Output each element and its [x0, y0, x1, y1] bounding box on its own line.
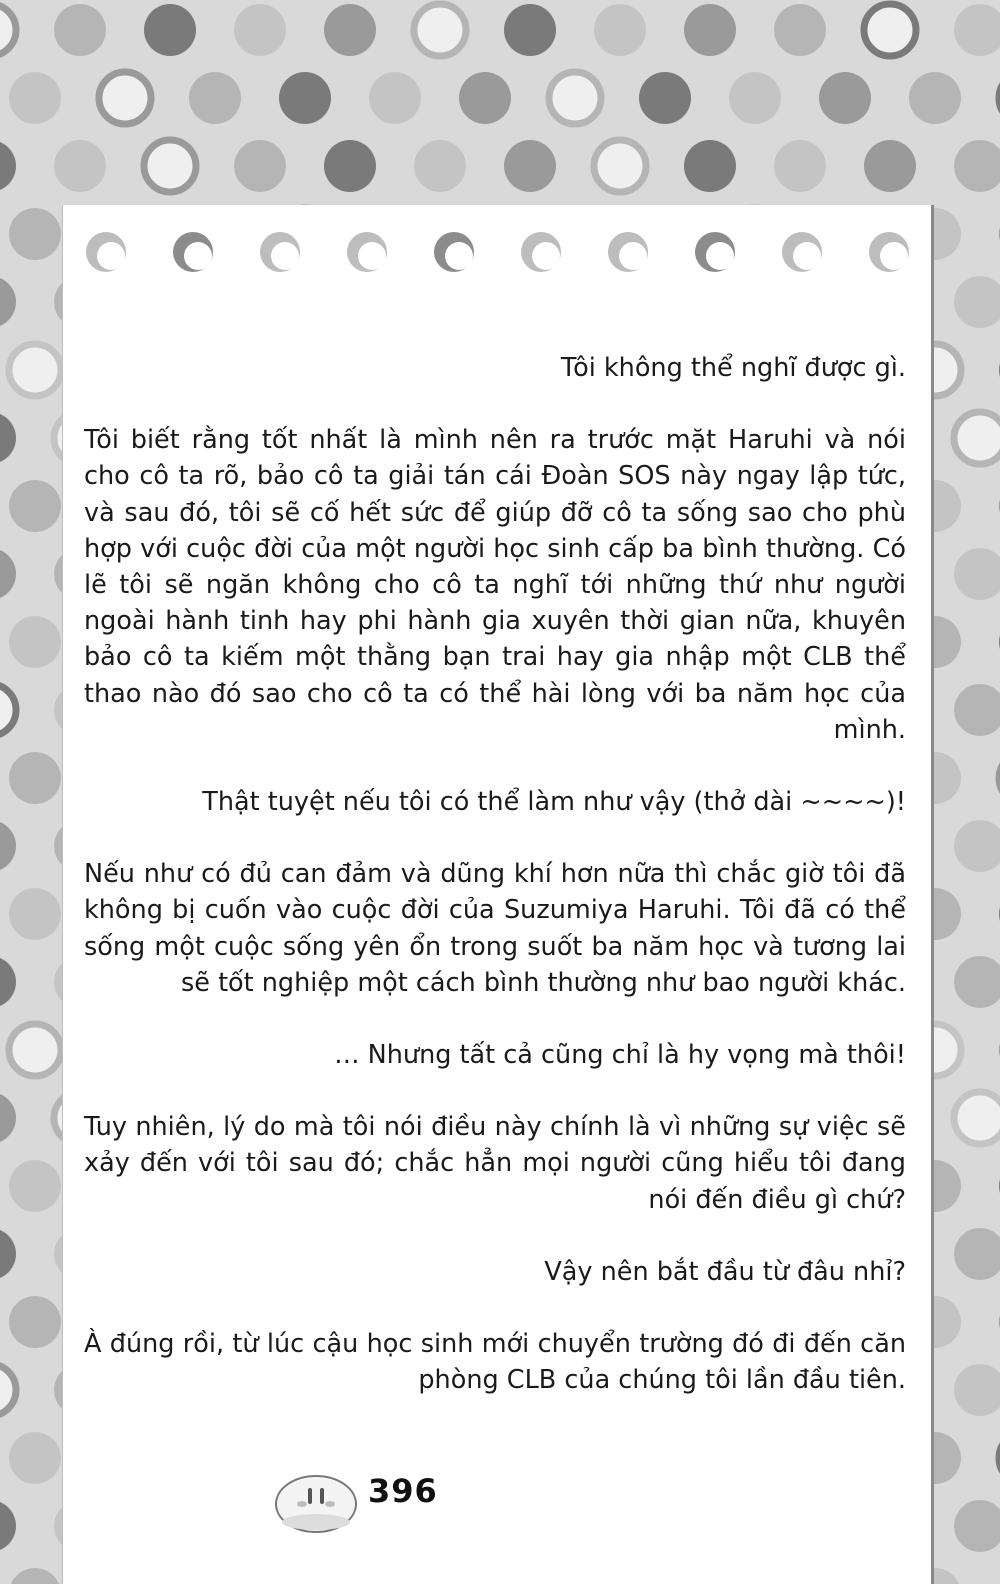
background-dot [459, 72, 511, 124]
background-dot [414, 140, 466, 192]
background-dot [9, 344, 61, 396]
background-dot [9, 1568, 61, 1584]
background-dot [279, 72, 331, 124]
background-dot [729, 72, 781, 124]
background-dot [954, 276, 1000, 328]
paragraph: Vậy nên bắt đầu từ đâu nhỉ? [544, 1256, 906, 1287]
background-dot [0, 140, 16, 192]
background-dot [369, 72, 421, 124]
background-dot [954, 412, 1000, 464]
background-dot [0, 1228, 16, 1280]
paragraph: Tuy nhiên, lý do mà tôi nói điều này chính là vì những sự việc sẽ xảy đến với tôi sau đó; chắc hẳn mọi người cũng hiểu tôi đang nói đến điều gì chứ? [84, 1112, 906, 1215]
background-dot [0, 412, 16, 464]
background-dot [774, 4, 826, 56]
background-dot [234, 4, 286, 56]
background-dot [9, 480, 61, 532]
background-dot [54, 4, 106, 56]
binder-ring-icon [173, 232, 213, 272]
background-dot [864, 4, 916, 56]
background-dot [684, 4, 736, 56]
background-dot [9, 1024, 61, 1076]
background-dot [0, 956, 16, 1008]
background-dot [0, 1092, 16, 1144]
background-dot [9, 72, 61, 124]
background-dot [504, 4, 556, 56]
story-text [84, 350, 906, 1434]
background-dot [774, 140, 826, 192]
background-dot [9, 1160, 61, 1212]
background-dot [324, 4, 376, 56]
background-dot [819, 72, 871, 124]
background-dot [639, 72, 691, 124]
background-dot [954, 4, 1000, 56]
background-dot [0, 1364, 16, 1416]
background-dot [954, 820, 1000, 872]
background-dot [324, 140, 376, 192]
background-dot [144, 140, 196, 192]
background-dot [9, 1296, 61, 1348]
paragraph: Thật tuyệt nếu tôi có thể làm như vậy (thở dài ~~~~)! [202, 787, 906, 818]
background-dot [189, 72, 241, 124]
binder-ring-icon [782, 232, 822, 272]
background-dot [504, 140, 556, 192]
binder-ring-icon [608, 232, 648, 272]
binder-ring-icon [521, 232, 561, 272]
background-dot [954, 956, 1000, 1008]
background-dot [54, 140, 106, 192]
background-dot [594, 140, 646, 192]
page-number: 396 [368, 1472, 438, 1510]
background-dot [0, 276, 16, 328]
background-dot [954, 684, 1000, 736]
background-dot [684, 140, 736, 192]
background-dot [909, 72, 961, 124]
background-dot [9, 1432, 61, 1484]
binder-ring-icon [695, 232, 735, 272]
binder-ring-icon [347, 232, 387, 272]
background-dot [954, 140, 1000, 192]
paragraph: Nếu như có đủ can đảm và dũng khí hơn nữa thì chắc giờ tôi đã không bị cuốn vào cuộc đời của Suzumiya Haruhi. Tôi đã có thể sống một cuộc sống yên ổn trong suốt ba năm học và tương lai sẽ tốt nghiệp một cách bình thường như bao người khác. [84, 859, 906, 998]
paragraph: … Nhưng tất cả cũng chỉ là hy vọng mà thôi! [334, 1040, 906, 1071]
background-dot [0, 548, 16, 600]
background-dot [99, 72, 151, 124]
paragraph: Tôi biết rằng tốt nhất là mình nên ra trước mặt Haruhi và nói cho cô ta rõ, bảo cô ta giải tán cái Đoàn SOS này ngay lập tức, và sau đó, tôi sẽ cố hết sức để giúp đỡ cô ta sống sao cho phù hợp với cuộc đời của một người học sinh cấp ba bình thường. Có lẽ tôi sẽ ngăn không cho cô ta nghĩ tới những thứ như người ngoài hành tinh hay phi hành gia xuyên thời gian nữa, khuyên bảo cô ta kiếm một thằng bạn trai hay gia nhập một CLB thể thao nào đó sao cho cô ta có thể hài lòng với ba năm học của mình. [84, 425, 906, 745]
background-dot [414, 4, 466, 56]
binder-ring-icon [869, 232, 909, 272]
background-dot [0, 684, 16, 736]
background-dot [9, 616, 61, 668]
background-dot [0, 1500, 16, 1552]
background-dot [864, 140, 916, 192]
background-dot [954, 1364, 1000, 1416]
background-dot [9, 208, 61, 260]
background-dot [144, 4, 196, 56]
background-dot [954, 1500, 1000, 1552]
binder-ring-icon [260, 232, 300, 272]
background-dot [0, 820, 16, 872]
background-dot [9, 752, 61, 804]
blob-mascot-icon [272, 1464, 360, 1536]
background-dot [234, 140, 286, 192]
background-dot [9, 888, 61, 940]
background-dot [0, 4, 16, 56]
background-dot [954, 1092, 1000, 1144]
background-dot [549, 72, 601, 124]
background-dot [954, 1228, 1000, 1280]
binder-ring-icon [86, 232, 126, 272]
paragraph: À đúng rồi, từ lúc cậu học sinh mới chuyển trường đó đi đến căn phòng CLB của chúng tôi lần đầu tiên. [84, 1329, 906, 1396]
binder-ring-icon [434, 232, 474, 272]
paragraph: Tôi không thể nghĩ được gì. [560, 353, 906, 383]
background-dot [594, 4, 646, 56]
page-footer [272, 1460, 472, 1540]
background-dot [954, 548, 1000, 600]
binder-rings [84, 228, 914, 276]
